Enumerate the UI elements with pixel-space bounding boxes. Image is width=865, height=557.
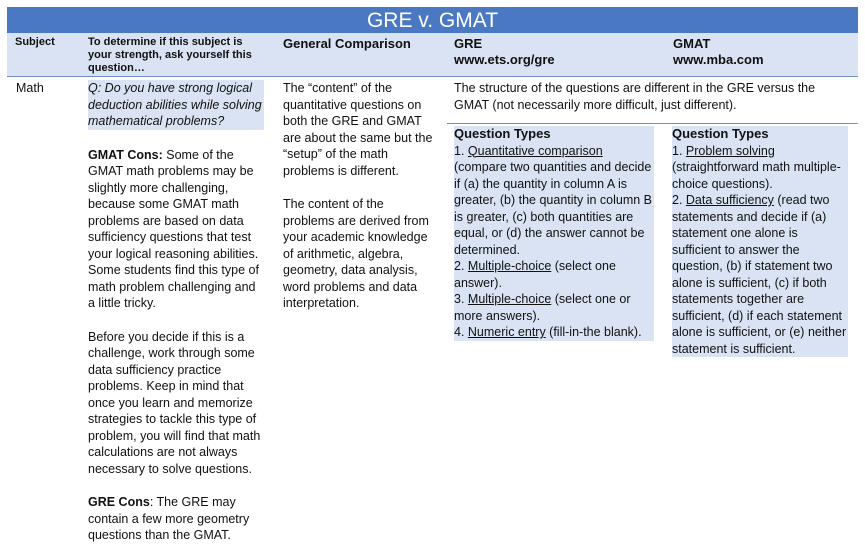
gre-cons-text: : The GRE may contain a few more geometry questions than the GMAT.	[88, 495, 250, 542]
header-gmat-name: GMAT	[673, 36, 711, 51]
gre-item-description: (compare two quantities and decide if (a) the quantity in column A is greater, (b) the quantity in column B is greater, (c) both quantities are equal, or (d) the answer cannot be determined.	[454, 160, 653, 257]
header-divider	[7, 76, 858, 77]
gre-item-number: 2.	[454, 259, 468, 273]
gmat-item-number: 2.	[672, 193, 686, 207]
gre-question-types-heading: Question Types	[454, 126, 551, 141]
structure-note: The structure of the questions are different in the GRE versus the GMAT (not necessarily more difficult, just different).	[454, 81, 816, 112]
gre-item-term: Multiple-choice	[467, 259, 552, 273]
before-you-decide-paragraph: Before you decide if this is a challenge, work through some data sufficiency practice problems. Keep in mind that once you learn and memorize strategies to tackle this type of problem, you will find that math calculations are not always necessary to solve questions.	[88, 329, 261, 476]
gmat-question-types	[672, 126, 848, 357]
gre-item-description: (select one answer).	[454, 259, 616, 290]
gre-item-number: 4.	[454, 325, 468, 339]
general-comparison-paragraph-1: The “content” of the quantitative questions on both the GRE and GMAT are about the same but the “setup” of the math problems is different.	[283, 81, 433, 178]
gmat-cons-paragraph	[88, 147, 264, 312]
gre-item-term: Multiple-choice	[467, 292, 552, 306]
determine-column	[88, 80, 264, 544]
determine-question: Q: Do you have strong logical deduction abilities while solving mathematical problems?	[88, 80, 264, 130]
table-title: GRE v. GMAT	[7, 7, 858, 33]
gre-cons-label: GRE Cons	[88, 495, 150, 509]
header-determine: To determine if this subject is your strength, ask yourself this question…	[88, 36, 252, 74]
gmat-cons-label: GMAT Cons:	[88, 147, 163, 162]
gre-item-number: 3.	[454, 292, 468, 306]
gre-question-types	[454, 126, 654, 341]
general-comparison-paragraph-2: The content of the problems are derived from your academic knowledge of arithmetic, algebra, geometry, data analysis, word problems and data interpretation.	[283, 197, 429, 310]
row-subject: Math	[16, 81, 44, 95]
gre-item-term: Quantitative comparison	[467, 143, 603, 158]
gmat-item-number: 1.	[672, 143, 686, 158]
gre-item-description: (fill-in-the blank).	[545, 325, 642, 339]
gre-question-type-item	[454, 291, 654, 324]
gre-cons-paragraph	[88, 494, 264, 544]
header-gmat-url: www.mba.com	[673, 52, 764, 67]
header-gmat	[673, 36, 764, 68]
gre-item-description: (select one or more answers).	[454, 292, 631, 323]
gre-question-type-item	[454, 324, 654, 341]
header-gre-url: www.ets.org/gre	[454, 52, 555, 67]
gmat-question-type-item	[672, 192, 848, 357]
gmat-cons-text: Some of the GMAT math problems may be slightly more challenging, because some GMAT math problems are based on data sufficiency questions that test your logical reasoning abilities. Some students find this type of math problem challenging and a little tricky.	[88, 147, 259, 310]
gre-item-number: 1.	[454, 143, 468, 158]
gmat-question-type-item	[672, 143, 848, 193]
header-subject: Subject	[15, 36, 55, 48]
gmat-question-types-heading: Question Types	[672, 126, 769, 141]
general-comparison-column	[283, 80, 433, 312]
structure-divider	[447, 123, 858, 124]
header-gre-name: GRE	[454, 36, 483, 51]
header-row	[7, 33, 858, 76]
header-gre	[454, 36, 555, 68]
header-general-comparison: General Comparison	[283, 36, 411, 51]
gmat-item-term: Data sufficiency	[685, 193, 774, 207]
gre-item-term: Numeric entry	[467, 325, 546, 339]
gre-question-type-item	[454, 143, 654, 259]
gmat-item-term: Problem solving	[685, 143, 775, 158]
gre-question-type-item	[454, 258, 654, 291]
gmat-item-description: (straightforward math multiple-choice questions).	[672, 160, 841, 191]
gmat-item-description: (read two statements and decide if (a) statement one alone is sufficient to answer the question, (b) if statement two alone is sufficient, (c) if both statements together are sufficient, (d) if each statement alone is sufficient, or (e) neither statement is sufficient.	[672, 193, 847, 356]
